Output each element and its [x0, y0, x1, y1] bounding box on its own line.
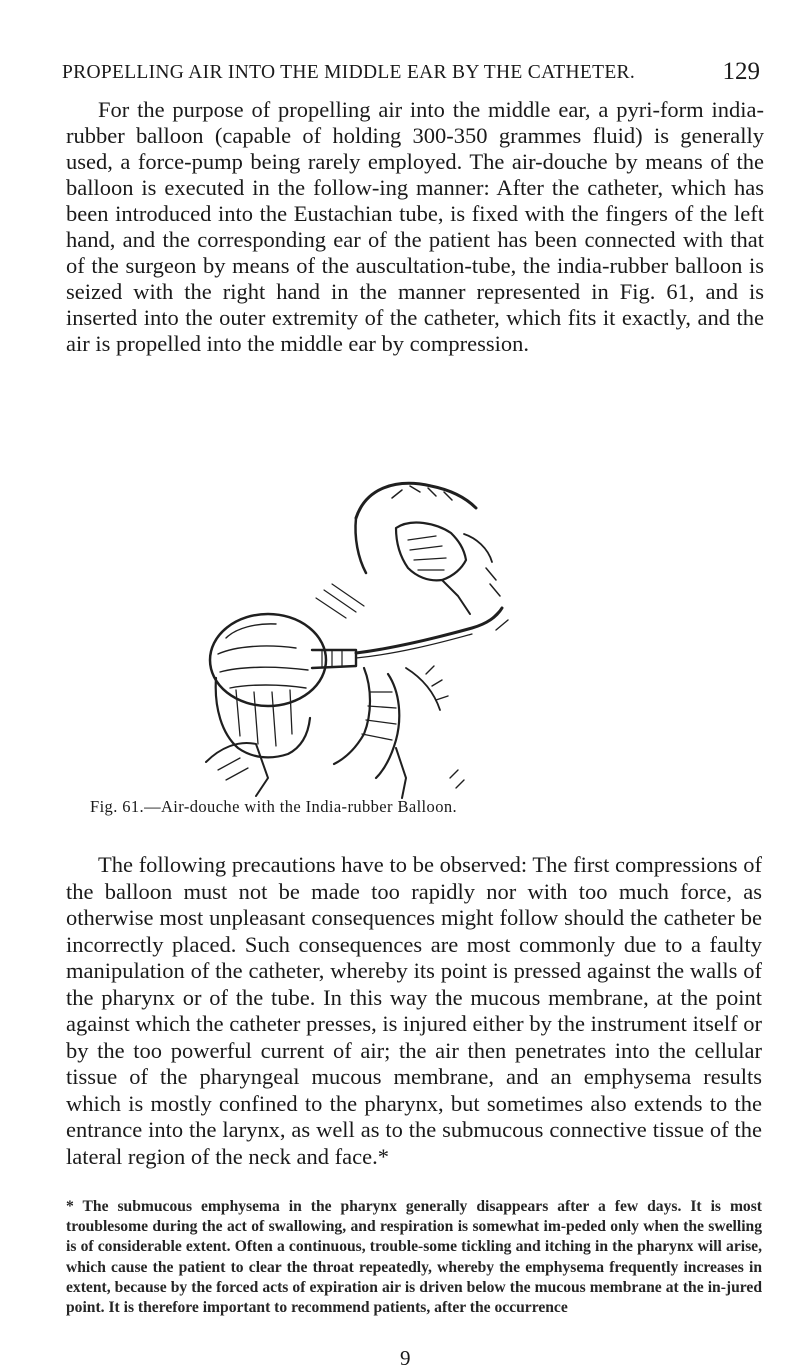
paragraph-2: The following precautions have to be observed: The first compressions of the balloon must not be made too rapidly nor with too much force, as otherwise most unpleasant consequences might follow should the catheter be incorrectly placed. Such consequences are most commonly due to a faulty manipulation of the catheter, whereby its point is pressed against the walls of the pharynx or of the tube. In this way the mucous membrane, at the point against which the catheter presses, is injured either by the instrument itself or by the too powerful current of air; the air then penetrates into the cellular tissue of the pharyngeal mucous membrane, and an emphysema results which is mostly confined to the pharynx, but sometimes also extends to the entrance into the larynx, as well as to the submucous connective tissue of the lateral region of the neck and face.*: [66, 852, 762, 1169]
left-hand: [396, 523, 466, 581]
running-head-title: PROPELLING AIR INTO THE MIDDLE EAR BY THE CATHETER.: [62, 62, 636, 83]
catheter: [356, 608, 502, 653]
india-rubber-balloon: [210, 614, 326, 706]
paragraph-1: For the purpose of propelling air into the middle ear, a pyri-form india-rubber balloon (capable of holding 300-350 grammes fluid) is generally used, a force-pump being rarely employed. The air-douche by means of the balloon is executed in the follow-ing manner: After the catheter, which has been introduced into the Eustachian tube, is fixed with the fingers of the left hand, and the corresponding ear of the patient has been connected with that of the surgeon by means of the auscultation-tube, the india-rubber balloon is seized with the right hand in the manner represented in Fig. 61, and is inserted into the outer extremity of the catheter, which fits it exactly, and the air is propelled into the middle ear by compression.: [66, 97, 764, 356]
page-number: 129: [722, 58, 760, 85]
auscultation-tube: [356, 483, 476, 518]
hands-balloon-catheter-engraving: [196, 478, 606, 800]
footnote: * The submucous emphysema in the pharynx generally disappears after a few days. It is most troublesome during the act of swallowing, and respiration is somewhat im-peded only when the swelling is of considerable extent. Often a continuous, trouble-some tickling and itching in the pharynx will arise, which cause the patient to clear the throat repeatedly, whereby the emphysema frequently increases in extent, because by the forced acts of expiration air is driven below the mucous membrane at the in-jured point. It is therefore important to recommend patients, after the occurrence: [66, 1198, 762, 1317]
figure-61-illustration: [196, 478, 606, 800]
signature-mark: 9: [400, 1346, 411, 1370]
figure-caption: Fig. 61.—Air-douche with the India-rubber Balloon.: [90, 797, 458, 816]
running-head: [56, 58, 760, 88]
